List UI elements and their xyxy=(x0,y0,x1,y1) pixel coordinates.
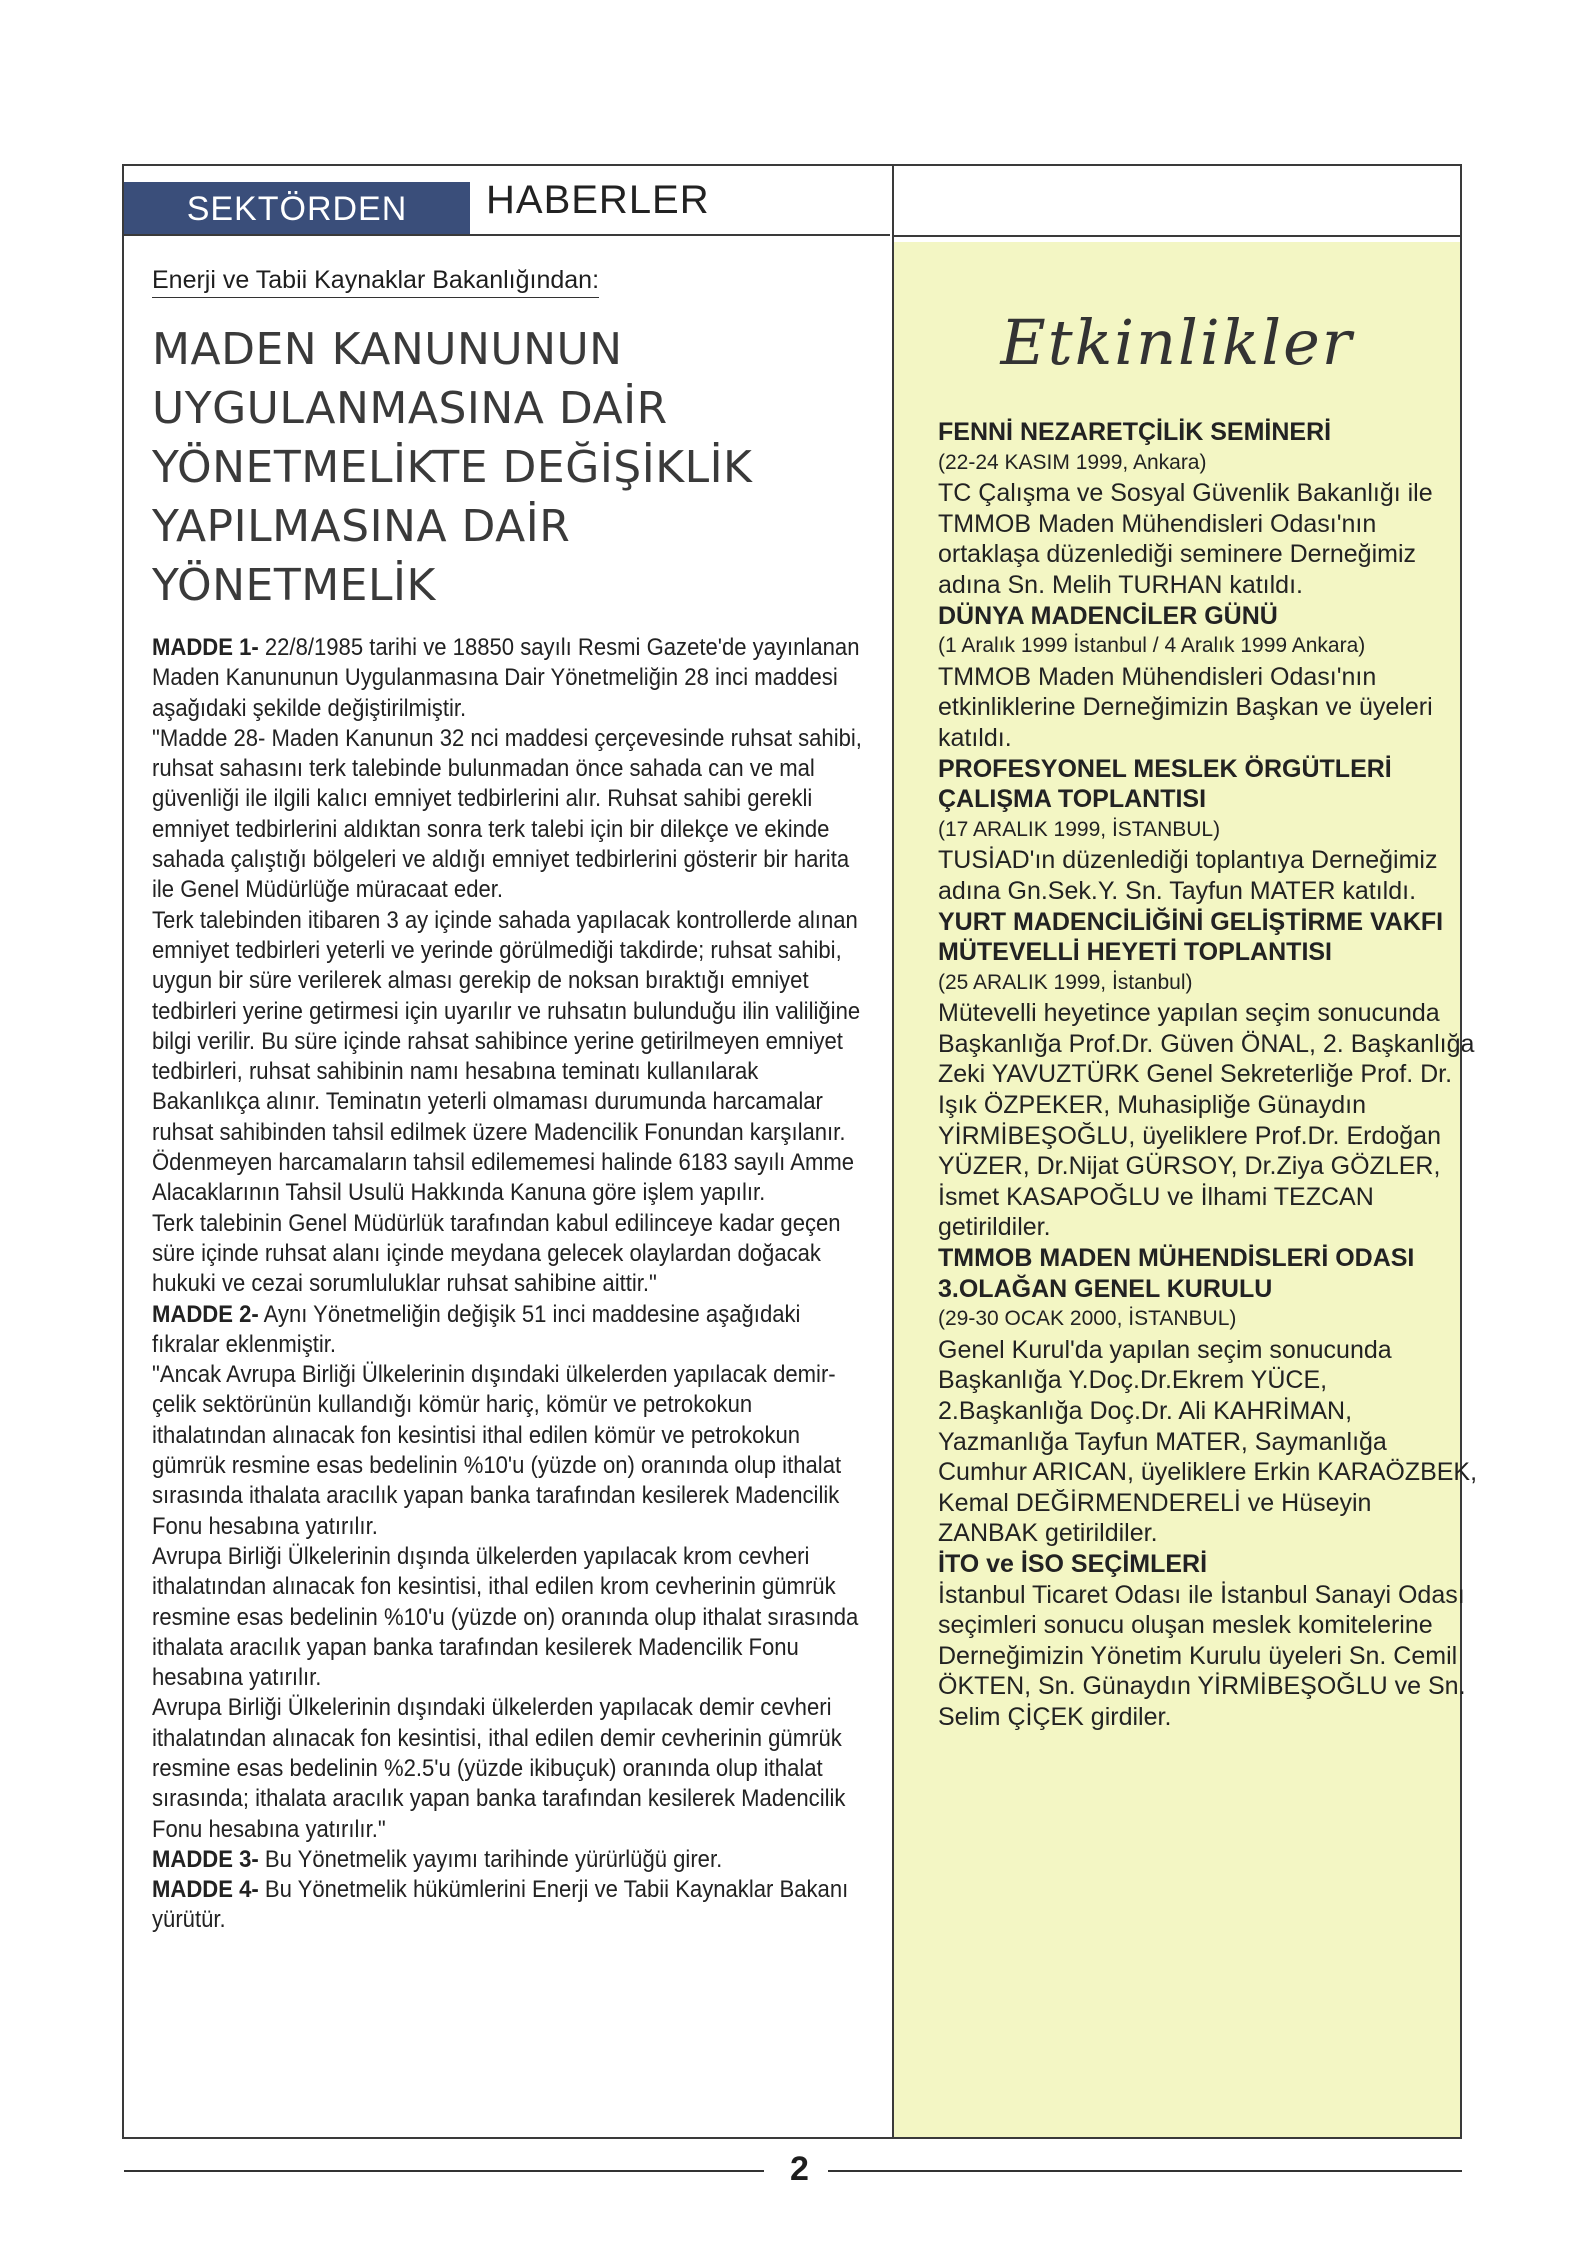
article-paragraph xyxy=(152,1542,870,1693)
article-paragraph-text: "Ancak Avrupa Birliği Ülkelerinin dışındaki ülkelerden yapılacak demir-çelik sektörünün kullandığı kömür hariç, kömür ve petrokokun ithalatından alınacak fon kesintisi ithal edilen kömür ve petrokokun gümrük resmine esas bedelinin %10'u (yüzde on) oranında olup ithalat sırasında ithalata aracılık yapan banka tarafından kesilerek Madencilik Fonu hesabına yatırılır. xyxy=(152,1361,842,1540)
headline-line: YAPILMASINA DAİR xyxy=(152,501,571,552)
article-paragraph-text: Avrupa Birliği Ülkelerinin dışında ülkelerden yapılacak krom cevheri ithalatından alınacak fon kesintisi, ithal edilen krom cevherinin gümrük resmine esas bedelinin %10'u (yüzde on) oranında olup ithalat sırasında ithalata aracılık yapan banka tarafından kesilerek Madencilik Fonu hesabına yatırılır. xyxy=(152,1542,859,1692)
event-body: Genel Kurul'da yapılan seçim sonucunda Başkanlığa Y.Doç.Dr.Ekrem YÜCE, 2.Başkanlığa Doç.Dr. Ali KAHRİMAN, Yazmanlığa Tayfun MATER, Saymanlığa Cumhur ARICAN, üyeliklere Erkin KARAÖZBEK, Kemal DEĞİRMENDERELİ ve Hüseyin ZANBAK getirildiler. xyxy=(938,1335,1478,1548)
article-paragraph xyxy=(152,1845,870,1875)
event-meta: (17 ARALIK 1999, İSTANBUL) xyxy=(938,817,1221,841)
events-title: Etkinlikler xyxy=(1000,306,1354,379)
page-number: 2 xyxy=(790,2150,809,2188)
event-title: PROFESYONEL MESLEK ÖRGÜTLERİ ÇALIŞMA TOPLANTISI xyxy=(938,754,1392,814)
article-paragraph xyxy=(152,1360,870,1542)
event-body: Mütevelli heyetince yapılan seçim sonucunda Başkanlığa Prof.Dr. Güven ÖNAL, 2. Başkanlığa Zeki YAVUZTÜRK Genel Sekreterliğe Prof. Dr. Işık ÖZPEKER, Muhasipliğe Günaydın YİRMİBEŞOĞLU, üyeliklere Prof.Dr. Erdoğan YÜZER, Dr.Nijat GÜRSOY, Dr.Ziya GÖZLER, İsmet KASAPOĞLU ve İlhami TEZCAN getirildiler. xyxy=(938,999,1475,1242)
article-paragraph-text: Terk talebinin Genel Müdürlük tarafından kabul edilinceye kadar geçen süre içinde ruhsat alanı içinde meydana gelecek olaylardan doğacak hukuki ve cezai sorumluluklar ruhsat sahibine aittir." xyxy=(152,1209,841,1298)
event-meta: (29-30 OCAK 2000, İSTANBUL) xyxy=(938,1307,1237,1331)
headline-line: MADEN KANUNUNUN xyxy=(152,324,623,375)
article-paragraph xyxy=(152,906,870,1209)
article-clause-label: MADDE 3- xyxy=(152,1845,259,1873)
event-title: DÜNYA MADENCİLER GÜNÜ xyxy=(938,601,1278,630)
headline-line: YÖNETMELİK xyxy=(152,560,436,611)
article-paragraph-text: Bu Yönetmelik hükümlerini Enerji ve Tabii Kaynaklar Bakanı yürütür. xyxy=(152,1876,849,1934)
article-paragraph xyxy=(152,633,870,724)
article-paragraph xyxy=(152,1875,870,1936)
headline-line: YÖNETMELİKTE DEĞİŞİKLİK xyxy=(152,442,753,493)
header-rule xyxy=(124,234,890,236)
headline-line: UYGULANMASINA DAİR xyxy=(152,383,668,434)
event-item xyxy=(938,1549,1478,1733)
article-paragraph-text: Terk talebinden itibaren 3 ay içinde sahada yapılacak kontrollerde alınan emniyet tedbirleri yeterli ve yerinde görülmediği takdirde; ruhsat sahibi, uygun bir süre verilerek alması gerekip de noksan bıraktığı emniyet tedbirleri yerine getirmesi için uyarılır ve ruhsatın bulunduğu ilin valiliğine bilgi verilir. Bu süre içinde rahsat sahibince yerine getirilmeyen emniyet tedbirleri, ruhsat sahibinin namı hesabına teminatı kullanılarak Bakanlıkça alınır. Teminatın yeterli olmaması durumunda harcamalar ruhsat sahibinden tahsil edilmek üzere Madencilik Fonundan karşılanır. Ödenmeyen harcamaların tahsil edilememesi halinde 6183 sayılı Amme Alacaklarının Tahsil Usulü Hakkında Kanuna göre işlem yapılır. xyxy=(152,906,861,1207)
event-title: FENNİ NEZARETÇİLİK SEMİNERİ xyxy=(938,418,1332,446)
article xyxy=(152,266,864,1936)
event-item xyxy=(938,754,1478,907)
article-paragraph-text: Bu Yönetmelik yayımı tarihinde yürürlüğü girer. xyxy=(258,1845,723,1873)
article-paragraph-text: 22/8/1985 tarihi ve 18850 sayılı Resmi Gazete'de yayınlanan Maden Kanununun Uygulanmasına Dair Yönetmeliğin 28 inci maddesi aşağıdaki şekilde değiştirilmiştir. xyxy=(152,634,860,722)
event-item xyxy=(938,1243,1478,1549)
article-paragraph xyxy=(152,1209,870,1300)
article-paragraph xyxy=(152,1693,870,1844)
article-paragraph-text: Avrupa Birliği Ülkelerinin dışındaki ülkelerden yapılacak demir cevheri ithalatından alınacak fon kesintisi, ithal edilen demir cevherinin gümrük resmine esas bedelinin %2.5'u (yüzde ikibuçuk) oranında olup ithalat sırasında; ithalata aracılık yapan banka tarafından kesilerek Madencilik Fonu hesabına yatırılır." xyxy=(152,1694,846,1843)
article-paragraph xyxy=(152,1300,870,1361)
event-item xyxy=(938,907,1478,1244)
event-body: İstanbul Ticaret Odası ile İstanbul Sanayi Odası seçimleri sonucu oluşan meslek komitelerine Derneğimizin Yönetim Kurulu üyeleri Sn. Cemil ÖKTEN, Sn. Günaydın YİRMİBEŞOĞLU ve Sn. Selim ÇİÇEK girdiler. xyxy=(938,1580,1466,1731)
article-clause-label: MADDE 1- xyxy=(152,634,259,661)
event-meta: (25 ARALIK 1999, İstanbul) xyxy=(938,970,1193,994)
article-body xyxy=(152,633,870,1936)
events-panel xyxy=(894,242,1478,2137)
footer-rule-left xyxy=(124,2170,764,2172)
event-title: YURT MADENCİLİĞİNİ GELİŞTİRME VAKFI MÜTEVELLİ HEYETİ TOPLANTISI xyxy=(938,907,1444,967)
panel-top-rule xyxy=(894,235,1460,237)
article-source: Enerji ve Tabii Kaynaklar Bakanlığından: xyxy=(152,266,599,298)
event-meta: (1 Aralık 1999 İstanbul / 4 Aralık 1999 Ankara) xyxy=(938,634,1366,658)
article-paragraph xyxy=(152,724,870,906)
event-body: TMMOB Maden Mühendisleri Odası'nın etkinliklerine Derneğimizin Başkan ve üyeleri katıldı. xyxy=(938,662,1433,752)
event-title: TMMOB MADEN MÜHENDİSLERİ ODASI 3.OLAĞAN GENEL KURULU xyxy=(938,1244,1415,1303)
event-body: TC Çalışma ve Sosyal Güvenlik Bakanlığı ile TMMOB Maden Mühendisleri Odası'nın ortaklaşa düzenlediği seminere Derneğimiz adına Sn. Melih TURHAN katıldı. xyxy=(938,479,1433,599)
event-title: İTO ve İSO SEÇİMLERİ xyxy=(938,1549,1208,1578)
article-headline xyxy=(152,320,864,615)
article-clause-label: MADDE 2- xyxy=(152,1300,259,1328)
section-title: HABERLER xyxy=(486,178,710,222)
section-tag: SEKTÖRDEN xyxy=(124,182,470,236)
section-header xyxy=(124,168,890,236)
footer-rule-right xyxy=(828,2170,1462,2172)
article-clause-label: MADDE 4- xyxy=(152,1876,259,1904)
article-paragraph-text: Aynı Yönetmeliğin değişik 51 inci maddesine aşağıdaki fıkralar eklenmiştir. xyxy=(152,1300,801,1358)
events-list xyxy=(938,417,1478,1733)
event-item xyxy=(938,601,1478,754)
event-body: TUSİAD'ın düzenlediği toplantıya Derneğimiz adına Gn.Sek.Y. Sn. Tayfun MATER katıldı. xyxy=(938,846,1438,905)
event-meta: (22-24 KASIM 1999, Ankara) xyxy=(938,450,1207,474)
article-paragraph-text: "Madde 28- Maden Kanunun 32 nci maddesi çerçevesinde ruhsat sahibi, ruhsat sahasını terk talebinde bulunmadan önce sahada can ve mal güvenliği ile ilgili kalıcı emniyet tedbirlerini alır. Ruhsat sahibi gerekli emniyet tedbirlerini aldıktan sonra terk talebi için bir dilekçe ve ekinde sahada çalıştığı bölgeleri ve aldığı emniyet tedbirlerini gösterir bir harita ile Genel Müdürlüğe müracaat eder. xyxy=(152,724,862,904)
event-item xyxy=(938,417,1478,601)
